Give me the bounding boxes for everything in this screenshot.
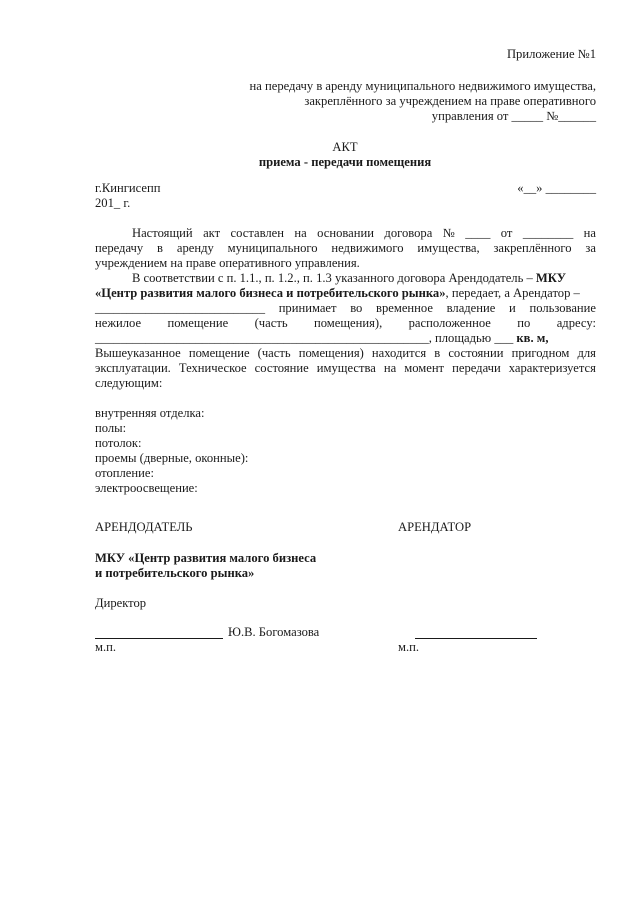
body-p2-line-5: _____________________________________________________, площадью ___ кв. м, xyxy=(95,331,549,345)
condition-item-heating: отопление: xyxy=(95,466,154,480)
condition-item-finish: внутренняя отделка: xyxy=(95,406,205,420)
lessee-label: АРЕНДАТОР xyxy=(398,520,472,534)
appendix-label: Приложение №1 xyxy=(506,47,596,61)
body-p1-line-1: Настоящий акт составлен на основании договора № ____ от ________ на xyxy=(132,226,596,240)
year: 201_ г. xyxy=(95,196,131,210)
condition-item-lighting: электроосвещение: xyxy=(95,481,198,495)
director-position: Директор xyxy=(95,596,147,610)
body-p2-line-2: «Центр развития малого бизнеса и потребительского рынка», передает, а Арендатор – xyxy=(95,286,580,300)
document-title: АКТ xyxy=(332,140,358,154)
condition-item-floors: полы: xyxy=(95,421,127,435)
condition-item-openings: проемы (дверные, оконные): xyxy=(95,451,249,465)
act-date: «__» ________ xyxy=(517,181,596,195)
lessee-signature-line xyxy=(415,638,537,639)
body-p3-line-3: следующим: xyxy=(95,376,163,390)
stamp-place-right: м.п. xyxy=(398,640,420,654)
lessor-signature-line xyxy=(95,638,223,639)
body-p3-line-2: эксплуатации. Техническое состояние имущества на момент передачи характеризуется xyxy=(95,361,596,375)
body-p2-line-3: ___________________________ принимает во временное владение и пользование xyxy=(95,301,596,315)
body-p1-line-3: учреждением на праве оперативного управления. xyxy=(95,256,360,270)
body-p3-line-1: Вышеуказанное помещение (часть помещения) находится в состоянии пригодном для xyxy=(95,346,596,360)
city: г.Кингисепп xyxy=(95,181,161,195)
body-p2-line-4: нежилое помещение (часть помещения), расположенное по адресу: xyxy=(95,316,596,330)
lessor-label: АРЕНДОДАТЕЛЬ xyxy=(95,520,193,534)
condition-item-ceiling: потолок: xyxy=(95,436,142,450)
header-line-2: закреплённого за учреждением на праве оперативного xyxy=(304,94,596,108)
lessor-org-line-1: МКУ «Центр развития малого бизнеса xyxy=(95,551,317,565)
body-p2-line-1: В соответствии с п. 1.1., п. 1.2., п. 1.3 указанного договора Арендодатель – МКУ xyxy=(132,271,566,285)
header-line-1: на передачу в аренду муниципального недвижимого имущества, xyxy=(249,79,596,93)
body-p1-line-2: передачу в аренду муниципального недвижимого имущества, закреплённого за xyxy=(95,241,596,255)
stamp-place-left: м.п. xyxy=(95,640,117,654)
document-subtitle: приема - передачи помещения xyxy=(258,155,432,169)
director-name: Ю.В. Богомазова xyxy=(228,625,320,639)
header-line-3: управления от _____ №______ xyxy=(431,109,596,123)
lessor-org-line-2: и потребительского рынка» xyxy=(95,566,255,580)
